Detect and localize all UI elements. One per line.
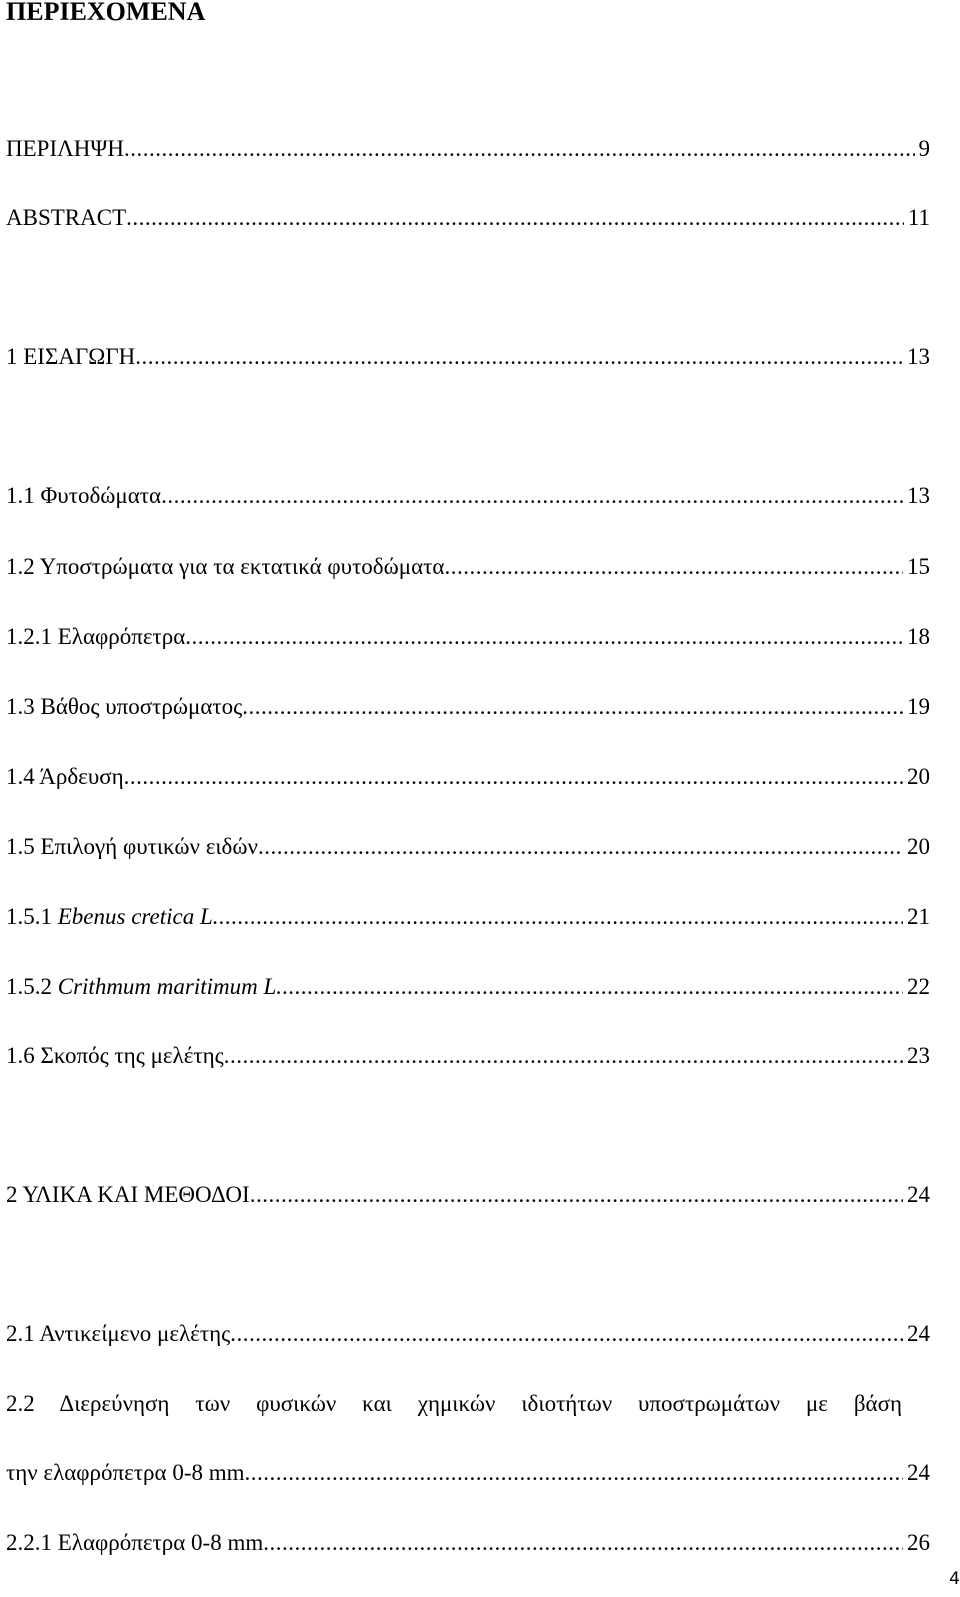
toc-page-number: 9 (918, 136, 930, 161)
toc-leader (444, 552, 903, 582)
toc-entry-1-3[interactable] (6, 692, 930, 722)
toc-entry-chapter-1[interactable] (6, 342, 930, 372)
toc-entry-label: 1.1 Φυτοδώματα (6, 483, 162, 508)
toc-page-number: 24 (907, 1321, 930, 1346)
toc-leader (135, 342, 903, 372)
toc-entry-2-2[interactable] (6, 1458, 930, 1488)
toc-entry-label: 2 ΥΛΙΚΑ ΚΑΙ ΜΕΘΟΔΟΙ (6, 1182, 250, 1207)
toc-entry-label: 2.2.1 Ελαφρόπετρα 0-8 mm (6, 1530, 264, 1555)
toc-entry-1-2[interactable] (6, 552, 930, 582)
toc-leader (242, 692, 903, 722)
toc-entry-number: 1.5.2 (6, 974, 52, 999)
toc-entry-1-5-2[interactable] (6, 972, 930, 1002)
toc-entry-label: 1.5 Επιλογή φυτικών ειδών (6, 834, 258, 859)
toc-leader (161, 481, 903, 511)
page-number: 4 (949, 1569, 960, 1589)
toc-leader (124, 134, 915, 164)
toc-leader (124, 762, 903, 792)
toc-leader (282, 972, 903, 1002)
toc-page-number: 20 (907, 764, 930, 789)
toc-page-number: 15 (907, 554, 930, 579)
toc-entry-label: 1 ΕΙΣΑΓΩΓΗ (6, 344, 136, 369)
toc-entry-2-2-1[interactable] (6, 1528, 930, 1558)
toc-page-number: 19 (907, 694, 930, 719)
toc-page-number: 13 (907, 483, 930, 508)
toc-entry-1-5-1[interactable] (6, 902, 930, 932)
toc-page-number: 24 (907, 1460, 930, 1485)
toc-entry-1-5[interactable] (6, 832, 930, 862)
toc-leader (224, 1041, 903, 1071)
toc-entry-label: ABSTRACT (6, 205, 127, 230)
toc-entry-1-2-1[interactable] (6, 622, 930, 652)
toc-page-number: 26 (907, 1530, 930, 1555)
toc-leader (185, 622, 903, 652)
toc-entry-label: 1.2.1 Ελαφρόπετρα (6, 624, 186, 649)
toc-entry-label (6, 972, 282, 1002)
toc-page-number: 23 (907, 1043, 930, 1068)
toc-leader (258, 832, 903, 862)
toc-leader (263, 1528, 903, 1558)
toc-leader (126, 203, 904, 233)
toc-entry-abstract-gr[interactable] (6, 134, 930, 164)
species-name: Crithmum maritimum L. (57, 974, 283, 999)
toc-entry-label: 1.3 Βάθος υποστρώματος (6, 694, 243, 719)
toc-entry-label: 1.2 Υποστρώματα για τα εκτατικά φυτοδώματα (6, 554, 445, 579)
toc-entry-1-6[interactable] (6, 1041, 930, 1071)
toc-entry-2-1[interactable] (6, 1319, 930, 1349)
toc-entry-label: ΠΕΡΙΛΗΨΗ (6, 136, 124, 161)
toc-leader (250, 1180, 903, 1210)
toc-entry-label (6, 902, 219, 932)
toc-page-number: 22 (907, 974, 930, 999)
toc-entry-number: 1.5.1 (6, 904, 52, 929)
toc-entry-2-2-line1[interactable]: 2.2 Διερεύνηση των φυσικών και χημικών ιδιοτήτων υποστρωμάτων με βάση (6, 1391, 902, 1416)
toc-leader (219, 902, 903, 932)
toc-page-number: 24 (907, 1182, 930, 1207)
toc-leader (230, 1319, 903, 1349)
toc-entry-chapter-2[interactable] (6, 1180, 930, 1210)
toc-entry-1-1[interactable] (6, 481, 930, 511)
species-name: Ebenus cretica L. (57, 904, 219, 929)
toc-page-number: 21 (907, 904, 930, 929)
toc-entry-label: 1.4 Άρδευση (6, 764, 124, 789)
toc-page-number: 18 (907, 624, 930, 649)
toc-entry-label: 1.6 Σκοπός της μελέτης (6, 1043, 224, 1068)
toc-entry-label: 2.1 Αντικείμενο μελέτης (6, 1321, 231, 1346)
toc-entry-abstract-en[interactable] (6, 203, 930, 233)
toc-entry-1-4[interactable] (6, 762, 930, 792)
page-title: ΠΕΡΙΕΧΟΜΕΝΑ (6, 0, 206, 26)
toc-page-number: 20 (907, 834, 930, 859)
toc-entry-label: την ελαφρόπετρα 0-8 mm (6, 1460, 245, 1485)
toc-leader (245, 1458, 903, 1488)
toc-page-number: 11 (907, 205, 930, 230)
toc-page-number: 13 (907, 344, 930, 369)
